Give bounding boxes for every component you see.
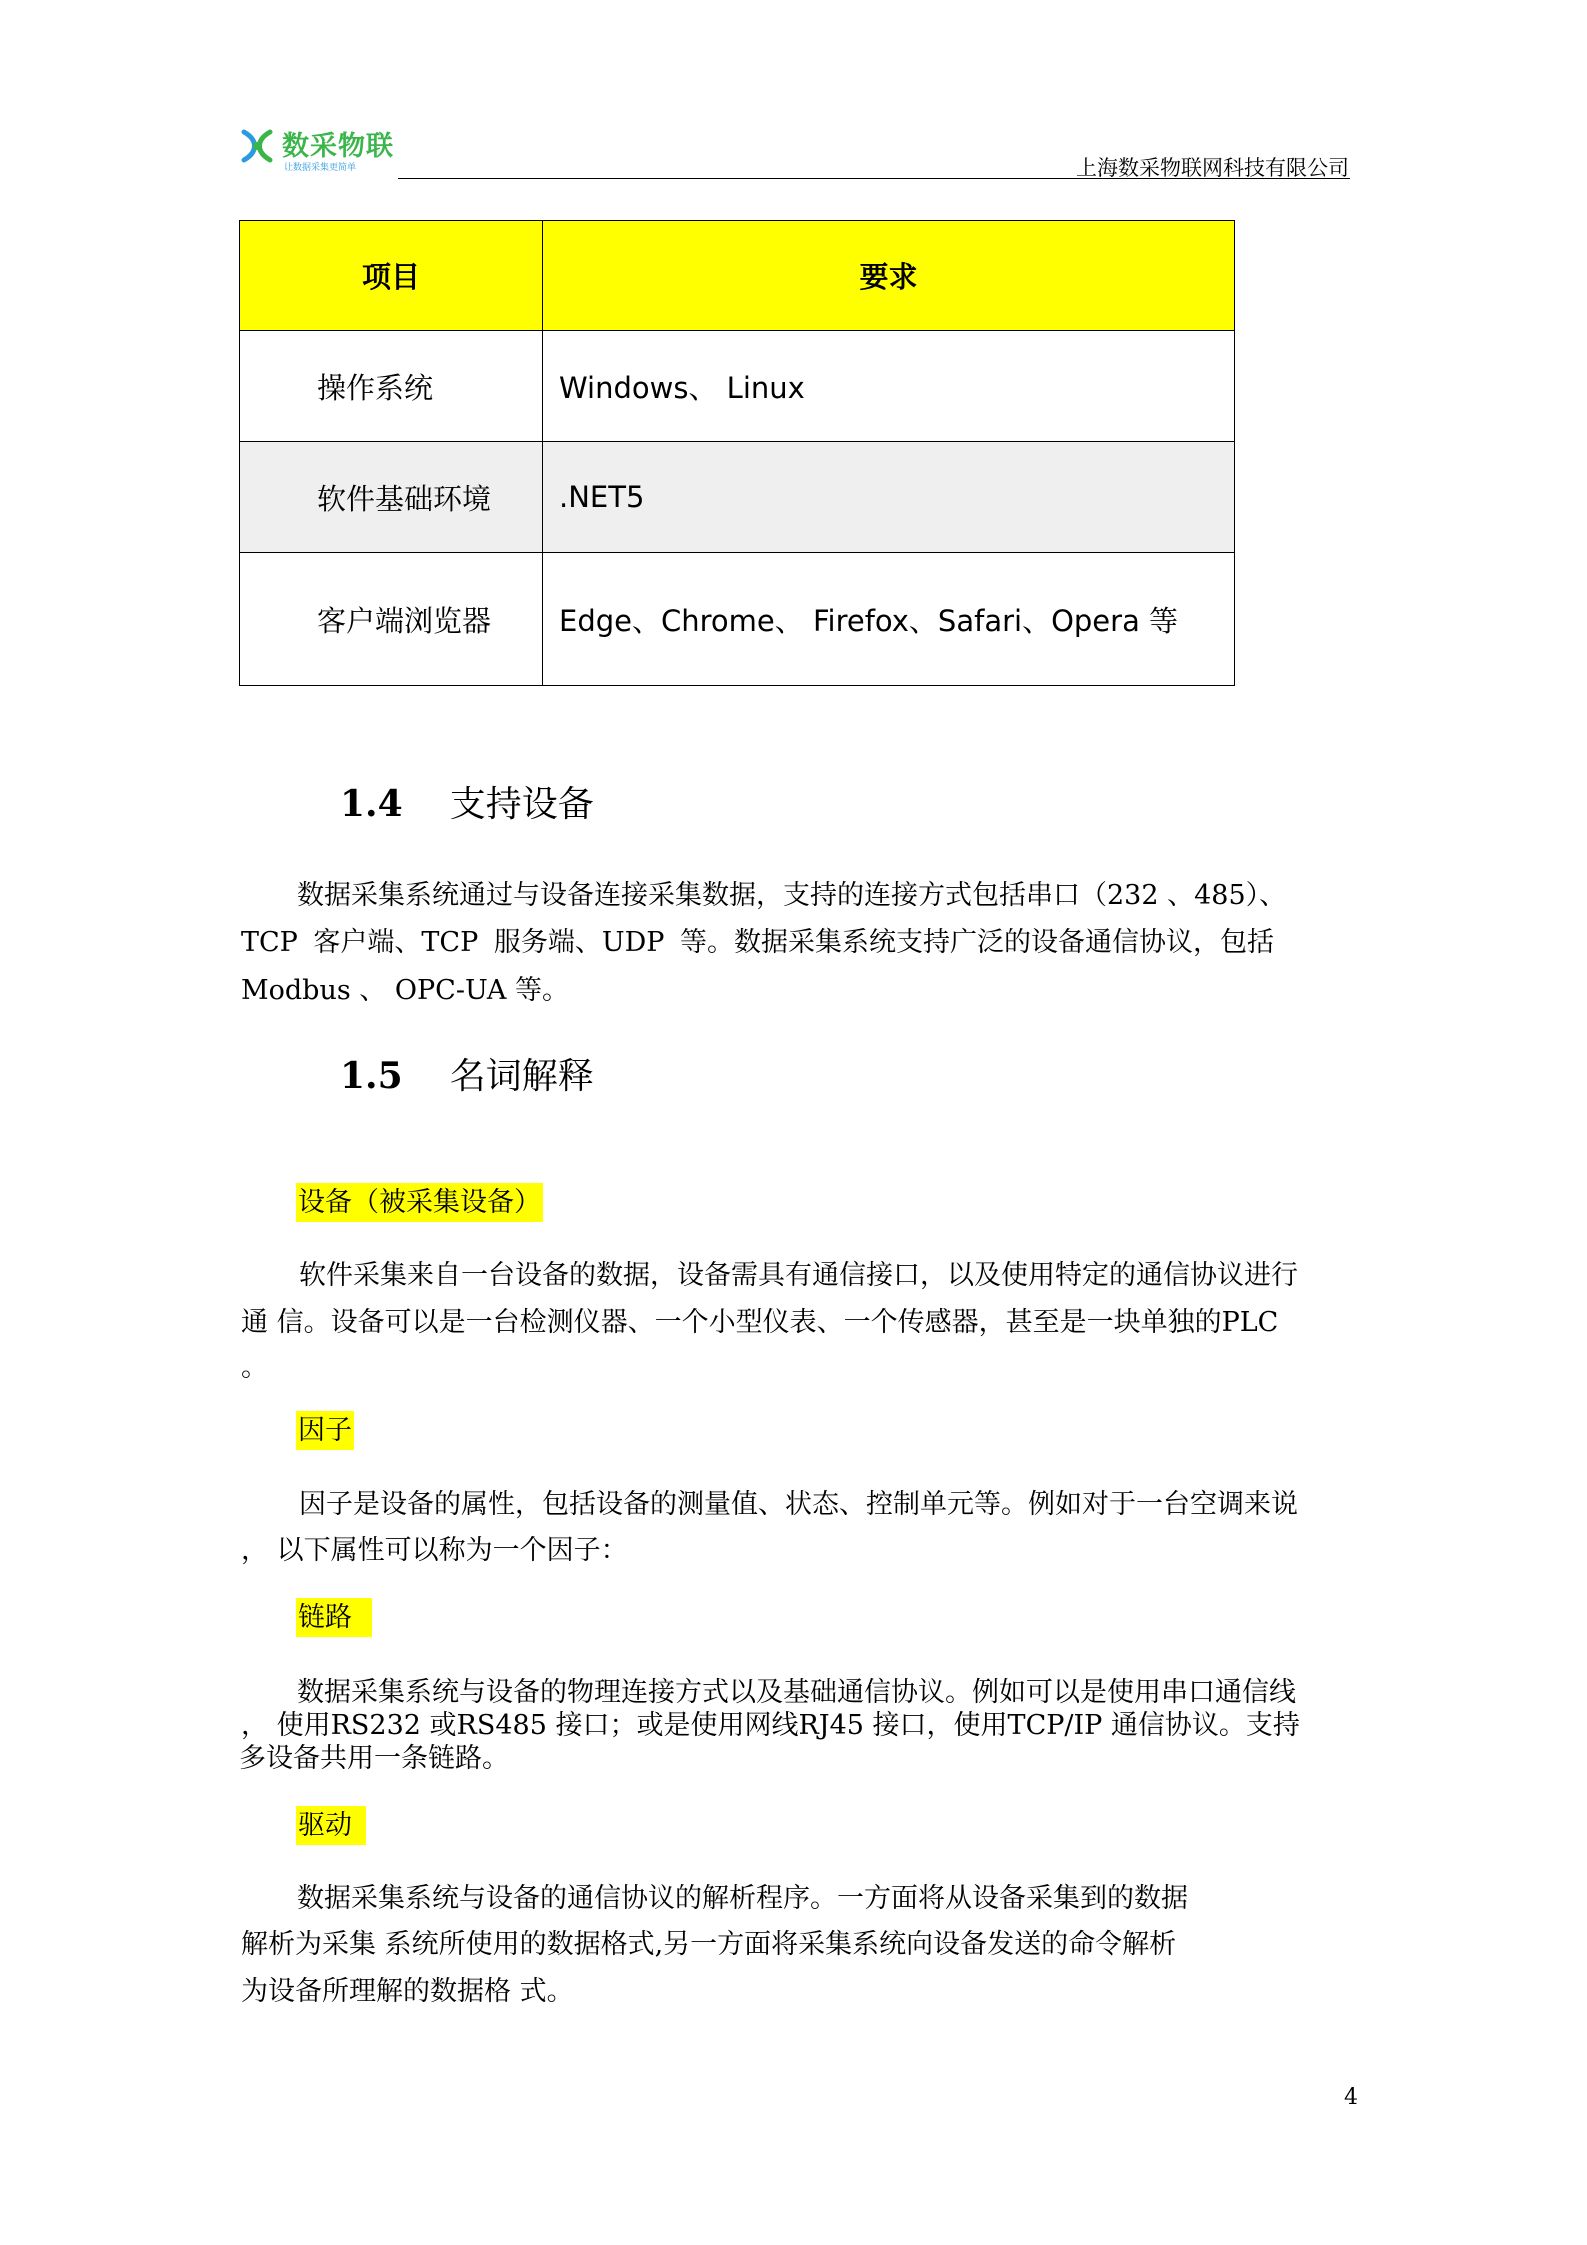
paragraph-line: ， 以下属性可以称为一个因子：: [241, 1535, 628, 1566]
paragraph-line: 数据采集系统与设备的物理连接方式以及基础通信协议。例如可以是使用串口通信线: [297, 1677, 1296, 1708]
term-label: 驱动: [296, 1806, 366, 1845]
table-cell-item: 操作系统: [240, 331, 543, 442]
table-cell-requirement: Edge、Chrome、 Firefox、Safari、Opera 等: [543, 553, 1235, 686]
section-1-5-heading: [340, 1048, 594, 1099]
paragraph-line: 因子是设备的属性，包括设备的测量值、状态、控制单元等。例如对于一台空调来说: [299, 1489, 1298, 1520]
section-title: 名词解释: [449, 1056, 594, 1097]
paragraph-line: Modbus 、 OPC-UA 等。: [241, 975, 569, 1006]
section-title: 支持设备: [449, 784, 594, 825]
paragraph-line: 软件采集来自一台设备的数据，设备需具有通信接口，以及使用特定的通信协议进行: [299, 1260, 1298, 1291]
paragraph-line: 数据采集系统通过与设备连接采集数据，支持的连接方式包括串口（232 、485）、: [297, 880, 1287, 911]
logo-mark-icon: [238, 126, 276, 166]
table-cell-requirement: Windows、 Linux: [543, 331, 1235, 442]
paragraph-line: TCP 客户端、TCP 服务端、UDP 等。数据采集系统支持广泛的设备通信协议，包括: [241, 927, 1274, 958]
logo-name: 数采物联: [282, 131, 394, 162]
page-number: 4: [1344, 2085, 1358, 2110]
paragraph-line: 多设备共用一条链路。: [239, 1743, 509, 1774]
term-device: [296, 1180, 543, 1219]
company-logo: [238, 122, 398, 178]
table-row: [240, 331, 1235, 442]
logo-slogan: 让数据采集更简单: [284, 163, 357, 173]
table-row: [240, 553, 1235, 686]
term-label: 链路: [296, 1598, 372, 1637]
term-factor: [296, 1408, 354, 1447]
table-cell-requirement: .NET5: [543, 442, 1235, 553]
paragraph-line: 解析为采集 系统所使用的数据格式,另一方面将采集系统向设备发送的命令解析: [241, 1929, 1177, 1960]
paragraph-line: 数据采集系统与设备的通信协议的解析程序。一方面将从设备采集到的数据: [297, 1883, 1188, 1914]
section-number: 1.4: [340, 783, 403, 825]
requirements-table: [239, 220, 1235, 686]
table-row: [240, 442, 1235, 553]
paragraph-line: 。: [241, 1352, 268, 1383]
table-header-requirement: 要求: [543, 221, 1235, 331]
company-name: 上海数采物联网科技有限公司: [1076, 156, 1349, 180]
paragraph-line: 通 信。设备可以是一台检测仪器、一个小型仪表、一个传感器，甚至是一块单独的PLC: [241, 1307, 1279, 1338]
table-cell-item: 客户端浏览器: [240, 553, 543, 686]
paragraph-line: ， 使用RS232 或RS485 接口；或是使用网线RJ45 接口，使用TCP/IP 通信协议。支持: [241, 1710, 1300, 1741]
header-rule: [398, 178, 1350, 179]
term-label: 因子: [296, 1411, 354, 1450]
section-1-4-heading: [340, 776, 594, 827]
term-driver: [296, 1803, 366, 1842]
term-link: [296, 1595, 372, 1634]
table-header-row: [240, 221, 1235, 331]
table-cell-item: 软件基础环境: [240, 442, 543, 553]
paragraph-line: 为设备所理解的数据格 式。: [241, 1976, 574, 2007]
term-label: 设备（被采集设备）: [296, 1183, 543, 1222]
section-number: 1.5: [340, 1055, 403, 1097]
table-header-item: 项目: [240, 221, 543, 331]
